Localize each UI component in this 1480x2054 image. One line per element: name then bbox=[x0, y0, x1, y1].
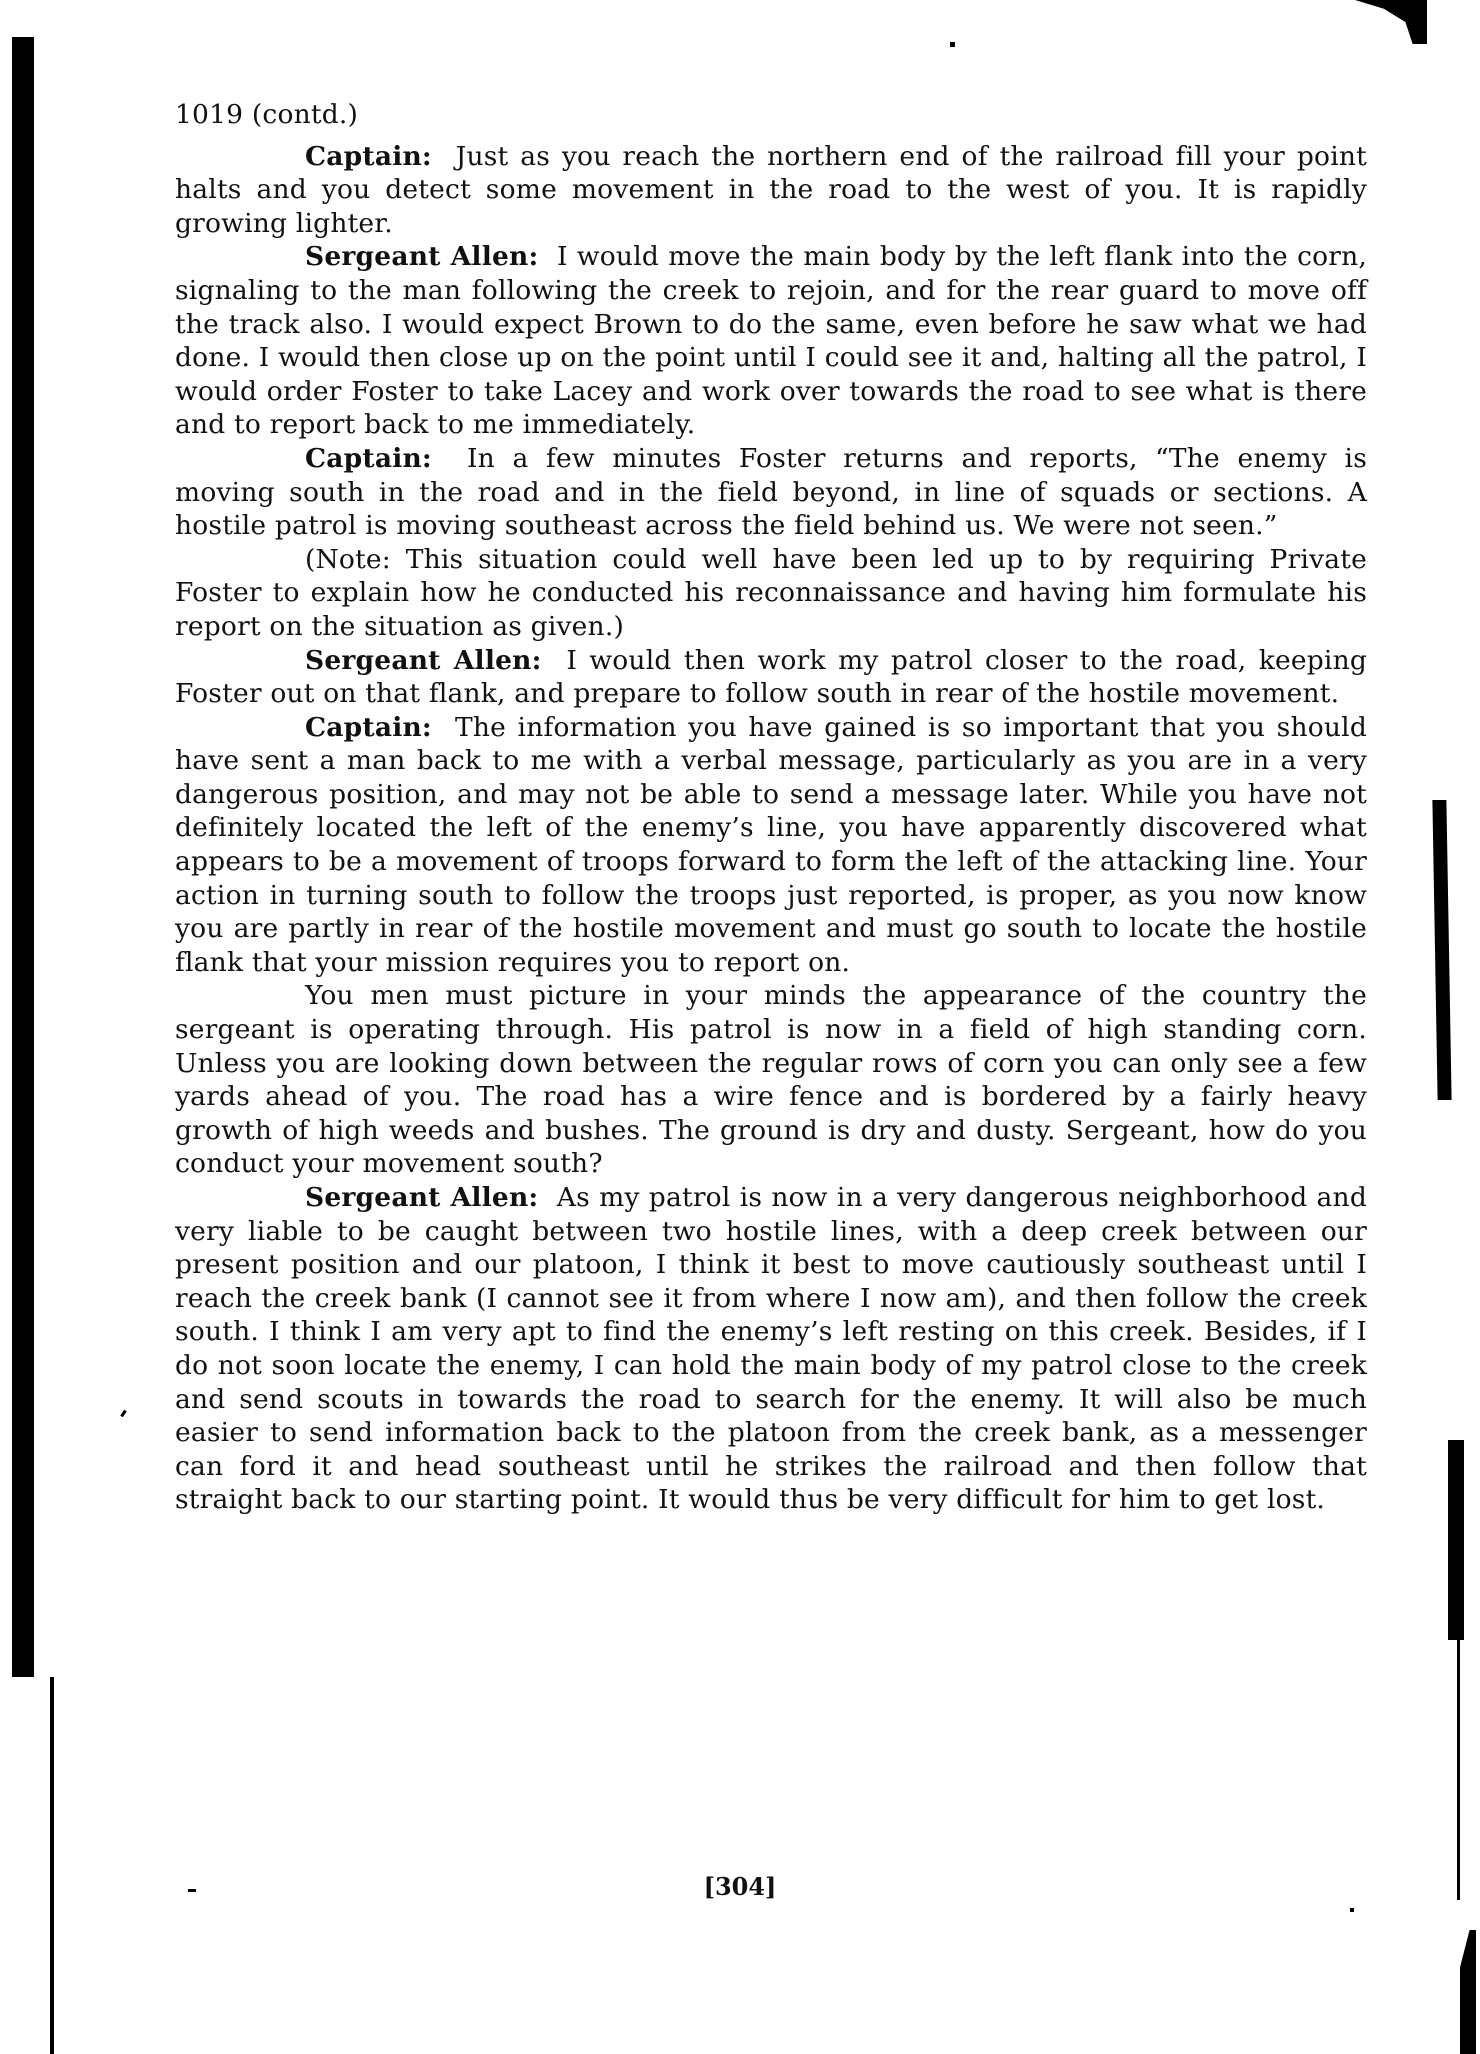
paragraph-text: I would then work my patrol closer to the road, keeping Foster out on that flank, and prepare to follow south in rear of the hostile movement. bbox=[175, 644, 1368, 710]
scan-speck bbox=[1350, 1908, 1354, 1912]
narration-paragraph bbox=[175, 979, 1367, 1181]
scan-edge-left-thin bbox=[50, 1677, 54, 2054]
paragraph-text: (Note: This situation could well have been led up to by requiring Private Foster to explain how he conducted his reconnaissance and having him formulate his report on the situation as given.) bbox=[175, 543, 1367, 642]
speaker-label: Sergeant Allen: bbox=[305, 1182, 539, 1213]
scan-speck bbox=[950, 42, 955, 47]
paragraph bbox=[175, 140, 1367, 241]
page-number: [304] bbox=[703, 1872, 777, 1901]
paragraph bbox=[175, 1181, 1367, 1517]
scan-edge-right bbox=[1448, 1440, 1464, 1640]
speaker-label: Sergeant Allen: bbox=[305, 644, 542, 676]
paragraph bbox=[175, 240, 1367, 442]
scan-speck bbox=[120, 1410, 126, 1417]
speaker-label: Sergeant Allen: bbox=[305, 241, 539, 273]
speaker-label: Captain: bbox=[305, 442, 432, 474]
paragraph-text: In a few minutes Foster returns and reports, “The enemy is moving south in the road and in the field beyond, in line of squads or sections. A hostile patrol is moving southeast across the field behind us. We were not seen.” bbox=[175, 442, 1368, 542]
speaker-label: Captain: bbox=[305, 711, 432, 743]
paragraph-text: You men must picture in your minds the appearance of the country the sergeant is operating through. His patrol is now in a field of high standing corn. Unless you are looking down between the regular rows of corn you can only see a few yards ahead of you. The road has a wire fence and is bordered by a fairly heavy growth of high weeds and bushes. The ground is dry and dusty. Sergeant, how do you conduct your movement south? bbox=[175, 980, 1367, 1180]
speaker-label: Captain: bbox=[305, 140, 432, 172]
paragraph bbox=[175, 644, 1367, 711]
note-paragraph bbox=[175, 543, 1367, 644]
paragraph-text: Just as you reach the northern end of the railroad fill your point halts and you detect some movement in the road to the west of you. It is rapidly growing lighter. bbox=[175, 140, 1367, 239]
paragraph-text: The information you have gained is so important that you should have sent a man back to me with a verbal message, particularly as you are in a very dangerous position, and may not be able to send a message later. While you have not definitely located the left of the enemy’s line, you have apparently discovered what appears to be a movement of troops forward to form the left of the attacking line. Your action in turning south to follow the troops just reported, is proper, as you now know you are partly in rear of the hostile movement and must go south to locate the hostile flank that your mission requires you to report on. bbox=[175, 711, 1367, 978]
paragraph-text: As my patrol is now in a very dangerous neighborhood and very liable to be caught between two hostile lines, with a deep creek between our present position and our platoon, I think it best to move cautiously southeast until I reach the creek bank (I cannot see it from where I now am), and then follow the creek south. I think I am very apt to find the enemy’s left resting on this creek. Besides, if I do not soon locate the enemy, I can hold the main body of my patrol close to the creek and send scouts in towards the road to search for the enemy. It will also be much easier to send information back to the platoon from the creek bank, as a messenger can ford it and head southeast until he strikes the railroad and then follow that straight back to our starting point. It would thus be very difficult for him to get lost. bbox=[175, 1182, 1367, 1516]
scan-edge-right bbox=[1460, 1930, 1476, 2054]
scan-edge-right bbox=[1432, 800, 1451, 1100]
scan-edge-right bbox=[1457, 1640, 1460, 1900]
scan-corner-mark bbox=[1355, 0, 1427, 44]
scan-edge-left bbox=[12, 37, 34, 1677]
paragraph bbox=[175, 442, 1367, 543]
paragraph bbox=[175, 711, 1367, 980]
section-heading: 1019 (contd.) bbox=[175, 99, 359, 130]
paragraph-text: I would move the main body by the left flank into the corn, signaling to the man following the creek to rejoin, and for the rear guard to move off the track also. I would expect Brown to do the same, even before he saw what we had done. I would then close up on the point until I could see it and, halting all the patrol, I would order Foster to take Lacey and work over towards the road to see what is there and to report back to me immediately. bbox=[175, 241, 1368, 441]
document-body bbox=[175, 98, 1367, 1517]
